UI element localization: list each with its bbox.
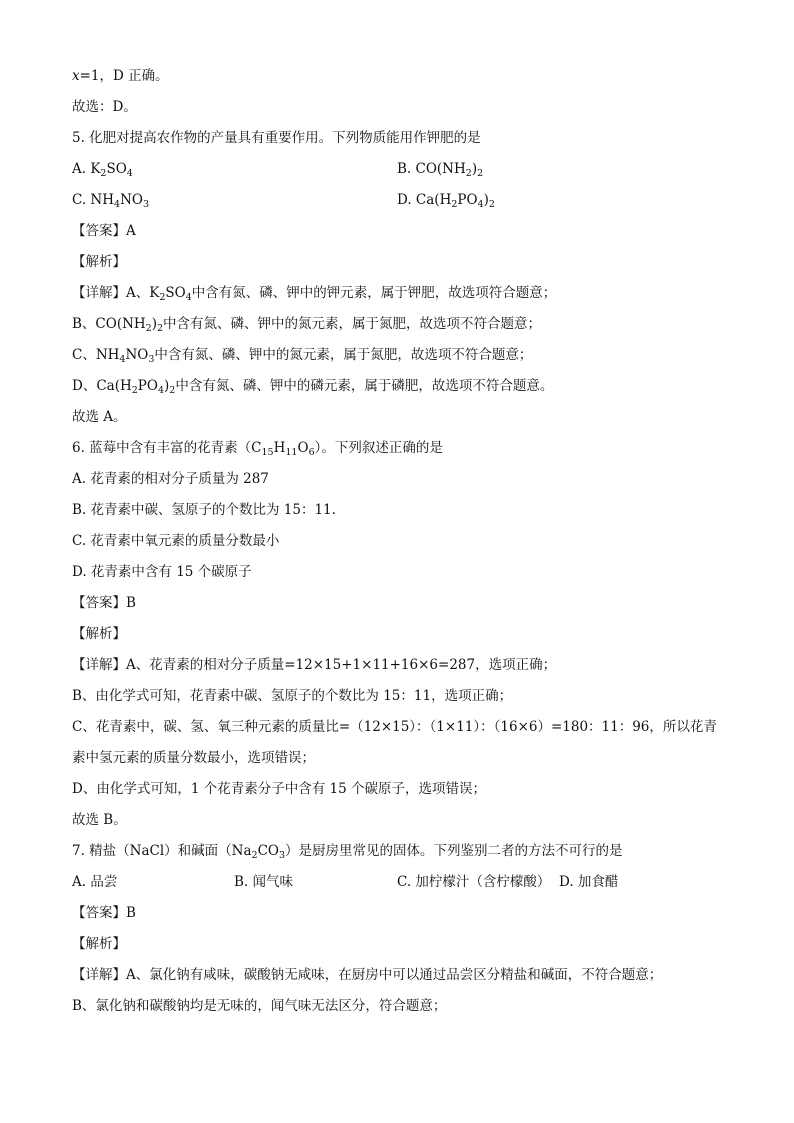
q6-answer: 【答案】B	[72, 595, 136, 611]
q5-detail-b: B、$CO(NH_2)_2$中含有氮、磷、钾中的氮元素，属于氮肥，故选项不符合题意；	[72, 316, 542, 334]
question-5-stem: 5. 化肥对提高农作物的产量具有重要作用。下列物质能用作钾肥的是	[72, 130, 481, 146]
text-line: 故选：D。	[72, 99, 137, 115]
q5-detail-d: D、$Ca(H_2PO_4)_2$中含有氮、磷、钾中的磷元素，属于磷肥，故选项不符合题意。	[72, 378, 554, 396]
q5-answer: 【答案】A	[72, 223, 136, 239]
q5-detail-c: C、$NH_4NO_3$中含有氮、磷、钾中的氮元素，属于氮肥，故选项不符合题意；	[72, 347, 533, 365]
q6-option-b: B. 花青素中碳、氢原子的个数比为 15：11.	[72, 502, 336, 518]
q7-option-c: C. 加柠檬汁（含柠檬酸）	[397, 874, 551, 890]
q6-option-a: A. 花青素的相对分子质量为 287	[72, 471, 269, 487]
q7-detail-a: 【详解】A、氯化钠有咸味，碳酸钠无咸味，在厨房中可以通过品尝区分精盐和碱面，不符合题意；	[72, 967, 663, 983]
q6-detail-c: C、花青素中，碳、氢、氧三种元素的质量比=（12×15）：（1×11）：（16×6）=180：11：96，所以花青	[72, 719, 717, 735]
q6-detail-c-cont: 素中氢元素的质量分数最小，选项错误；	[72, 750, 315, 766]
q7-detail-b: B、氯化钠和碳酸钠均是无味的，闻气味无法区分，符合题意；	[72, 998, 447, 1014]
q5-analysis-heading: 【解析】	[72, 254, 126, 270]
q6-option-d: D. 花青素中含有 15 个碳原子	[72, 564, 252, 580]
q7-analysis-heading: 【解析】	[72, 936, 126, 952]
variable-x: x	[72, 68, 80, 84]
q5-option-c: C. $NH_4NO_3$	[72, 192, 150, 210]
text-line: x=1，D 正确。	[72, 68, 169, 84]
q7-option-b: B. 闻气味	[234, 874, 294, 890]
q7-option-a: A. 品尝	[72, 874, 118, 890]
q6-detail-a: 【详解】A、花青素的相对分子质量=12×15+1×11+16×6=287，选项正确；	[72, 657, 557, 673]
q6-detail-d: D、由化学式可知，1 个花青素分子中含有 15 个碳原子，选项错误；	[72, 781, 486, 797]
q7-option-d: D. 加食醋	[559, 874, 619, 890]
question-7-stem: 7. 精盐（NaCl）和碱面$(Na_2CO_3)$是厨房里常见的固体。下列鉴别二者的方法不可行的是	[72, 843, 623, 861]
q5-option-d: D. $Ca(H_2PO_4)_2$	[397, 192, 495, 210]
question-6-stem: 6. 蓝莓中含有丰富的花青素$(C_{15}H_{11}O_6)$。下列叙述正确的是	[72, 440, 443, 458]
q6-option-c: C. 花青素中氧元素的质量分数最小	[72, 533, 280, 549]
q5-conclusion: 故选 A。	[72, 409, 127, 425]
q5-option-b: B. $CO(NH_2)_2$	[397, 161, 484, 179]
q5-detail-a: 【详解】A、$K_2SO_4$中含有氮、磷、钾中的钾元素，属于钾肥，故选项符合题意；	[72, 285, 557, 303]
q6-detail-b: B、由化学式可知，花青素中碳、氢原子的个数比为 15：11，选项正确；	[72, 688, 513, 704]
q6-conclusion: 故选 B。	[72, 812, 127, 828]
q5-option-a: A. $K_2SO_4$	[72, 161, 133, 179]
q7-answer: 【答案】B	[72, 905, 136, 921]
q6-analysis-heading: 【解析】	[72, 626, 126, 642]
